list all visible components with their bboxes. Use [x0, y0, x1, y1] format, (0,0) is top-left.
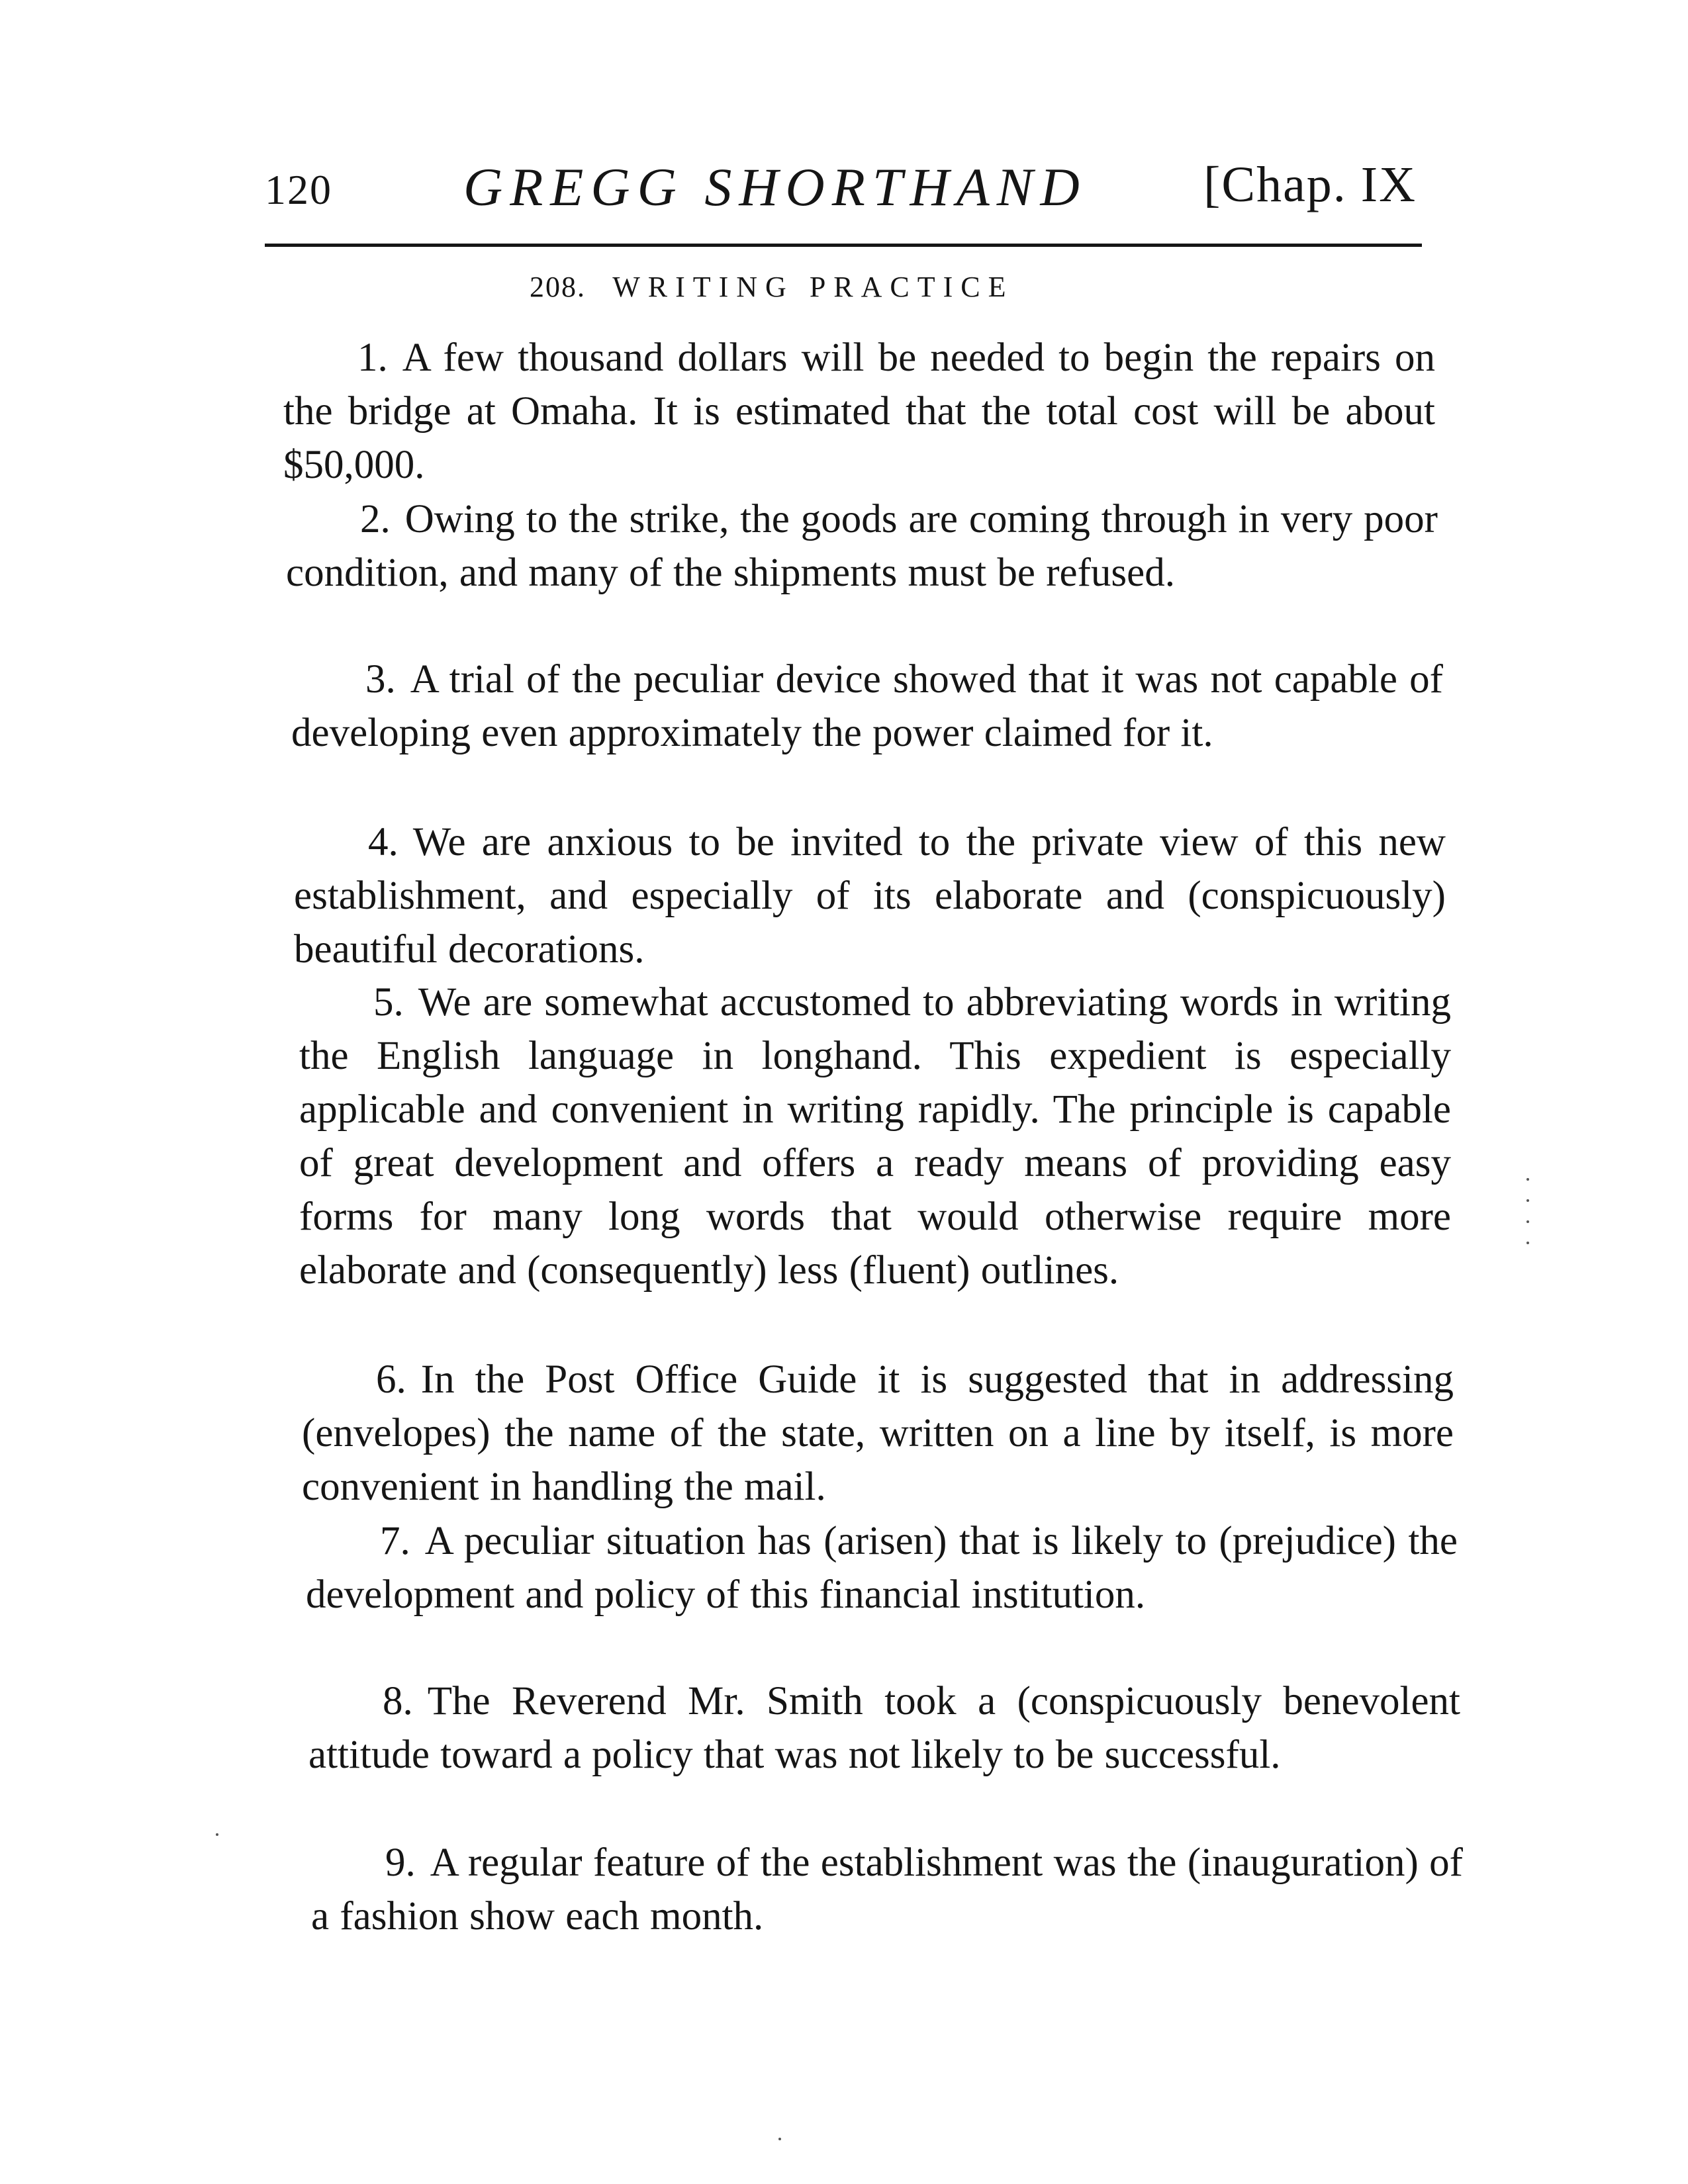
page-number: 120 [265, 166, 332, 213]
exercise-number: 8. [383, 1679, 413, 1723]
scan-speck [1526, 1199, 1529, 1202]
exercise-paragraph [286, 492, 1438, 600]
scan-speck [1526, 1178, 1529, 1181]
exercise-text: The Reverend Mr. Smith took a (conspicuously benevolent attitude toward a policy that was not likely to be successful. [308, 1679, 1460, 1777]
exercise-paragraph [299, 976, 1451, 1297]
exercise-paragraph [294, 815, 1446, 976]
exercise-number: 4. [368, 820, 399, 864]
exercise-text: We are somewhat accustomed to abbreviating words in writing the English language in longhand. This expedient is especially applicable and convenient in writing rapidly. The principle is capable of great development and offers a ready means of providing easy forms for many long words that would otherwise require more elaborate and (consequently) less (fluent) outlines. [299, 980, 1451, 1293]
exercise-number: 5. [373, 980, 404, 1024]
scan-speck [1526, 1242, 1529, 1244]
exercise-paragraph [283, 331, 1435, 492]
exercise-paragraph [306, 1514, 1458, 1621]
exercise-number: 9. [385, 1841, 416, 1885]
running-header [265, 156, 1417, 236]
exercise-paragraph [311, 1836, 1463, 1943]
exercise-paragraph [291, 653, 1443, 760]
exercise-text: Owing to the strike, the goods are coming through in very poor condition, and many of the shipments must be refused. [286, 497, 1438, 595]
exercise-text: In the Post Office Guide it is suggested that in addressing (envelopes) the name of the state, written on a line by itself, is more convenient in handling the mail. [302, 1357, 1454, 1509]
book-title: GREGG SHORTHAND [463, 157, 1087, 217]
exercise-number: 1. [357, 336, 388, 380]
exercise-text: A regular feature of the establishment was the (inauguration) of a fashion show each month. [311, 1841, 1463, 1938]
exercise-paragraph [302, 1353, 1454, 1514]
exercise-number: 6. [376, 1357, 406, 1402]
chapter-reference: [Chap. IX [1203, 157, 1417, 212]
section-number: 208. [530, 271, 586, 303]
section-heading [530, 270, 1014, 304]
exercise-number: 2. [360, 497, 391, 541]
exercise-text: A peculiar situation has (arisen) that is likely to (prejudice) the development and policy of this financial institution. [306, 1519, 1458, 1617]
scan-speck [1526, 1220, 1529, 1223]
header-rule [265, 244, 1422, 247]
exercise-number: 3. [365, 657, 396, 702]
scan-speck [216, 1833, 218, 1836]
exercise-number: 7. [380, 1519, 410, 1563]
exercise-text: We are anxious to be invited to the private view of this new establishment, and especially of its elaborate and (conspicuously) beautiful decorations. [294, 820, 1446, 972]
exercise-text: A trial of the peculiar device showed that it was not capable of developing even approximately the power claimed for it. [291, 657, 1443, 755]
exercise-paragraph [308, 1674, 1460, 1782]
exercise-text: A few thousand dollars will be needed to begin the repairs on the bridge at Omaha. It is estimated that the total cost will be about $50,000. [283, 336, 1435, 487]
section-title: WRITING PRACTICE [612, 271, 1014, 303]
scan-speck [778, 2138, 781, 2140]
